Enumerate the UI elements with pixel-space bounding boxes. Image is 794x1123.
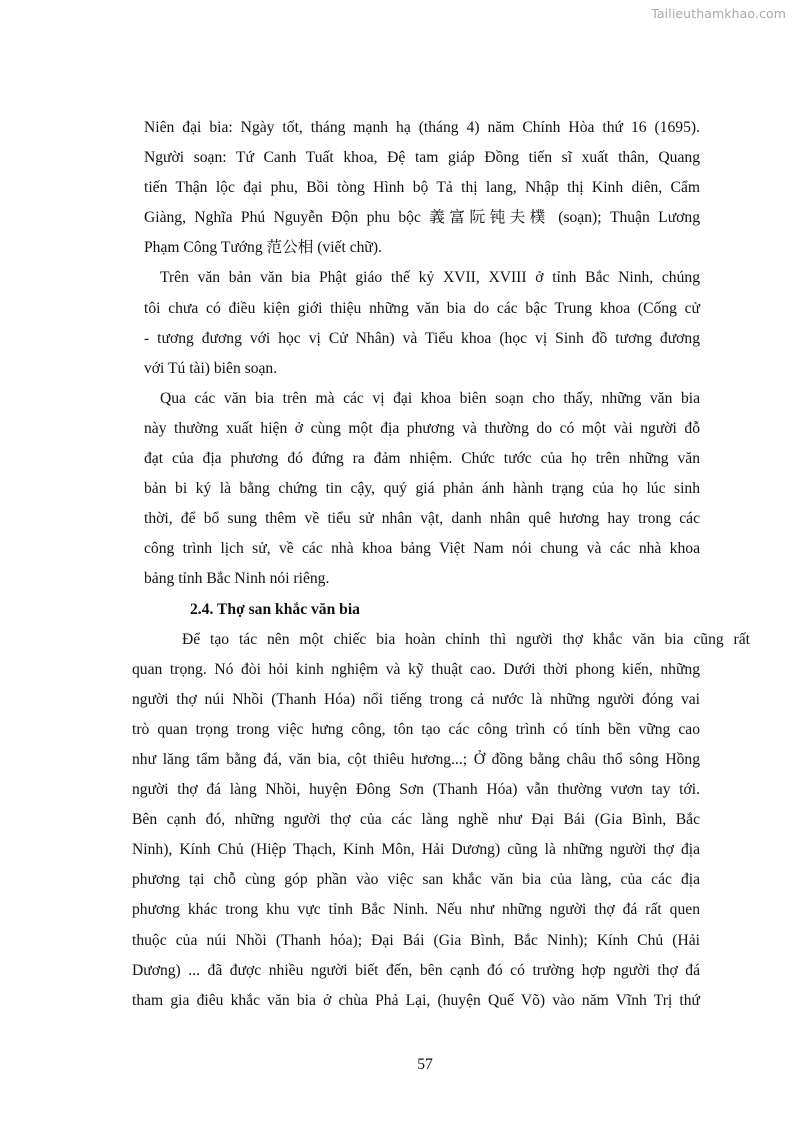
watermark: Tailieuthamkhao.com	[651, 6, 786, 21]
text-line: người thợ núi Nhồi (Thanh Hóa) nổi tiếng trong cả nước là những người đóng vai	[132, 690, 700, 708]
text-line: thời, để bổ sung thêm về tiểu sử nhân vật, danh nhân quê hương hay trong các	[144, 510, 700, 528]
text-line: phương khác trong khu vực tỉnh Bắc Ninh. Nếu như những người thợ đá rất quen	[132, 901, 700, 919]
text-line: này thường xuất hiện ở cùng một địa phương và thường do có một vài người đỗ	[144, 419, 700, 437]
text-line: Giàng, Nghĩa Phú Nguyễn Độn phu bộc 義富阮钝夫樸 (soạn); Thuận Lương	[144, 209, 700, 227]
text-line: với Tú tài) biên soạn.	[144, 359, 278, 377]
text-line: người thợ đá làng Nhồi, huyện Đông Sơn (Thanh Hóa) vẫn thường vươn tay tới.	[132, 781, 700, 799]
text-line: đạt của địa phương đó đứng ra đảm nhiệm. Chức tước của họ trên những văn	[144, 450, 700, 468]
text-line: tôi chưa có điều kiện giới thiệu những văn bia do các bậc Trung khoa (Cống cử	[144, 299, 700, 317]
text-line: Bên cạnh đó, những người thợ của các làng nghề như Đại Bái (Gia Bình, Bắc	[132, 811, 700, 829]
text-line: tham gia điêu khắc văn bia ở chùa Phả Lại, (huyện Quế Võ) vào năm Vĩnh Trị thứ	[132, 991, 700, 1009]
text-line: Ninh), Kính Chủ (Hiệp Thạch, Kinh Môn, Hải Dương) cũng là những người thợ địa	[132, 841, 700, 859]
text-line: như lăng tẩm bằng đá, văn bia, cột thiêu hương...; Ở đồng bằng châu thổ sông Hồng	[132, 750, 700, 768]
text-line: Niên đại bia: Ngày tốt, tháng mạnh hạ (tháng 4) năm Chính Hòa thứ 16 (1695).	[144, 119, 700, 136]
text-line: tiến Thận lộc đại phu, Bồi tòng Hình bộ Tả thị lang, Nhập thị Kinh diên, Cẩm	[144, 179, 700, 197]
text-line: bản bi ký là bằng chứng tin cậy, quý giá phản ánh hành trạng của họ lúc sinh	[144, 480, 700, 498]
section-heading: 2.4. Thợ san khắc văn bia	[190, 600, 360, 618]
text-line: Dương) ... đã được nhiều người biết đến, bên cạnh đó có trường hợp người thợ đá	[132, 961, 700, 979]
text-line: quan trọng. Nó đòi hỏi kinh nghiệm và kỹ thuật cao. Dưới thời phong kiến, những	[132, 660, 700, 678]
text-line: Người soạn: Tứ Canh Tuất khoa, Đệ tam giáp Đồng tiến sĩ xuất thân, Quang	[144, 149, 700, 167]
text-line: trò quan trọng trong việc hưng công, tôn tạo các công trình có tính bền vững cao	[132, 720, 700, 738]
text-line: Qua các văn bia trên mà các vị đại khoa biên soạn cho thấy, những văn bia	[160, 389, 700, 407]
text-line: Để tạo tác nên một chiếc bia hoàn chỉnh thì người thợ khắc văn bia cũng rất	[182, 630, 750, 648]
text-line: phương tại chỗ cùng góp phần vào việc san khắc văn bia của làng, của các địa	[132, 871, 700, 889]
text-line: thuộc của núi Nhồi (Thanh hóa); Đại Bái (Gia Bình, Bắc Ninh); Kính Chủ (Hải	[132, 931, 700, 949]
text-line: - tương đương với học vị Cử Nhân) và Tiểu khoa (học vị Sinh đồ tương đương	[144, 329, 700, 347]
text-line: Phạm Công Tướng 范公相 (viết chữ).	[144, 239, 382, 257]
page-number: 57	[417, 1056, 433, 1073]
text-line: Trên văn bản văn bia Phật giáo thế kỷ XVII, XVIII ở tỉnh Bắc Ninh, chúng	[160, 269, 700, 287]
text-line: công trình lịch sử, về các nhà khoa bảng Việt Nam nói chung và các nhà khoa	[144, 540, 700, 558]
text-line: bảng tỉnh Bắc Ninh nói riêng.	[144, 570, 330, 588]
page-body	[132, 113, 750, 1016]
